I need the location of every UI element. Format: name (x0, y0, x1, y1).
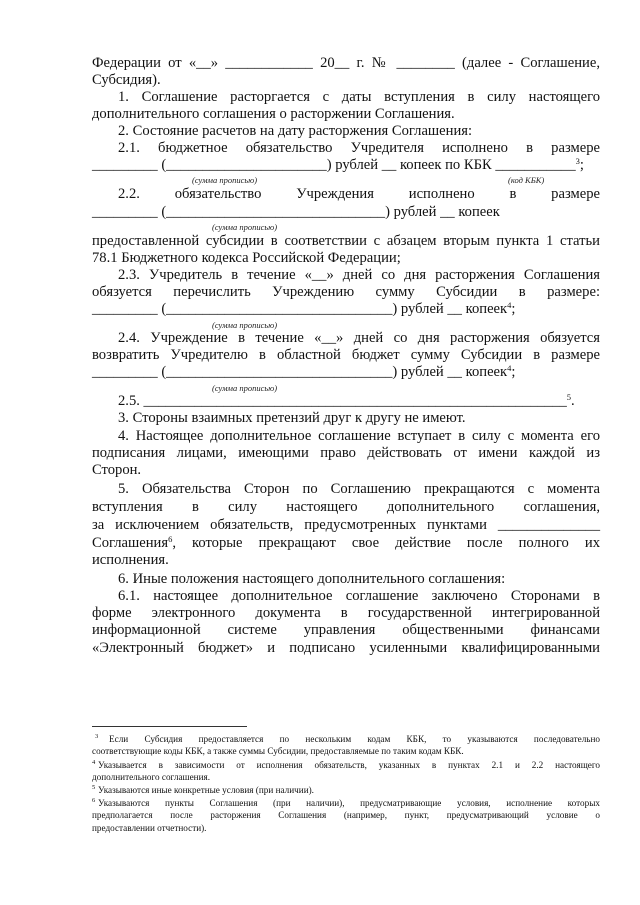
body-line: исполнения. (92, 552, 169, 568)
clause-2: 2. Состояние расчетов на дату расторжения Соглашения: (118, 123, 473, 139)
clause-6-1: 6.1. настоящее дополнительное соглашение заключено Сторонами в (118, 588, 600, 604)
clause-2-5: 2.5. __________________________________________________________$^5$. (118, 392, 575, 409)
body-line: Субсидия). (92, 72, 161, 88)
body-line: дополнительного соглашения о расторжении Соглашения. (92, 106, 455, 122)
clause-6: 6. Иные положения настоящего дополнительного соглашения: (118, 571, 506, 587)
body-line: возвратить Учредителю в областной бюджет сумму Субсидии в размере (92, 347, 600, 363)
clause-2-1: 2.1. бюджетное обязательство Учредителя исполнено в размере (118, 140, 600, 156)
body-line: форме электронного документа в государственной интегрированной (92, 605, 600, 621)
body-line: подписания лицами, имеющими право действовать от имени каждой из (92, 445, 600, 461)
clause-3: 3. Стороны взаимных претензий друг к другу не имеют. (118, 410, 466, 426)
footnote-ref: 4 (507, 300, 512, 310)
body-line: _________ (______________________________) рублей __ копеек (92, 204, 500, 220)
clause-1: 1. Соглашение расторгается с даты вступления в силу настоящего (118, 89, 600, 105)
body-line: _________ (_______________________________) рублей __ копеек$^4$; (92, 363, 516, 380)
footnote-3: 3 Если Субсидия предоставляется по нескольким кодам КБК, то указываются последовательно (95, 733, 600, 744)
clause-5: 5. Обязательства Сторон по Соглашению прекращаются с момента (118, 481, 600, 497)
body-line: 78.1 Бюджетного кодекса Российской Федерации; (92, 250, 401, 266)
clause-2-3: 2.3. Учредитель в течение «__» дней со дня расторжения Соглашения (118, 267, 600, 283)
body-line: «Электронный бюджет» и подписано усиленными квалифицированными (92, 640, 600, 656)
body-line: вступления в силу настоящего дополнительного соглашения, (92, 499, 600, 515)
clause-2-2: 2.2. обязательство Учреждения исполнено в размере (118, 186, 600, 202)
footnote-ref: 3 (575, 156, 580, 166)
footnote-line: предполагается после расторжения Соглашения (например, пункт, предусматривающий условие о (92, 810, 600, 820)
field-caption: (код КБК) (508, 175, 545, 185)
body-line: Соглашения$^6$, которые прекращают свое действие после полного их (92, 534, 600, 551)
field-caption: (сумма прописью) (212, 222, 278, 232)
field-caption: (сумма прописью) (212, 320, 278, 330)
body-line: информационной системе управления общественными финансами (92, 622, 600, 638)
footnote-ref: 6 (168, 534, 173, 544)
footnote-5: 5 Указываются иные конкретные условия (при наличии). (92, 784, 314, 795)
field-caption: (сумма прописью) (192, 175, 258, 185)
field-caption: (сумма прописью) (212, 383, 278, 393)
clause-2-4: 2.4. Учреждение в течение «__» дней со дня расторжения обязуется (118, 330, 600, 346)
footnote-ref: 5 (566, 392, 572, 402)
body-line: _________ (_______________________________) рублей __ копеек$^4$; (92, 300, 516, 317)
body-line: обязуется перечислить Учреждению сумму Субсидии в размере: (92, 284, 600, 300)
footnote-4: 4 Указывается в зависимости от исполнения обязательств, указанных в пунктах 2.1 и 2.2 настоящего (92, 759, 600, 770)
body-line: предоставленной субсидии в соответствии с абзацем вторым пункта 1 статьи (92, 233, 600, 249)
body-line: Сторон. (92, 462, 142, 478)
body-line: Федерации от «__» ____________ 20__ г. № ________ (далее - Соглашение, (92, 55, 600, 71)
body-line: за исключением обязательств, предусмотренных пунктами ______________ (92, 517, 600, 533)
footnote-line: дополнительного соглашения. (92, 772, 211, 782)
footnote-6: 6 Указываются пункты Соглашения (при наличии), предусматривающие условия, исполнение которых (92, 797, 600, 808)
footnote-line: соответствующие коды КБК, а также суммы Субсидии, предоставляемые по таким кодам КБК. (92, 746, 464, 756)
clause-4: 4. Настоящее дополнительное соглашение вступает в силу с момента его (118, 428, 600, 444)
footnote-separator (92, 726, 247, 727)
footnote-line: предоставлении отчетности). (92, 823, 207, 833)
footnote-ref: 4 (507, 363, 512, 373)
body-line: _________ (______________________) рублей __ копеек по КБК ___________$^3$; (92, 156, 584, 173)
